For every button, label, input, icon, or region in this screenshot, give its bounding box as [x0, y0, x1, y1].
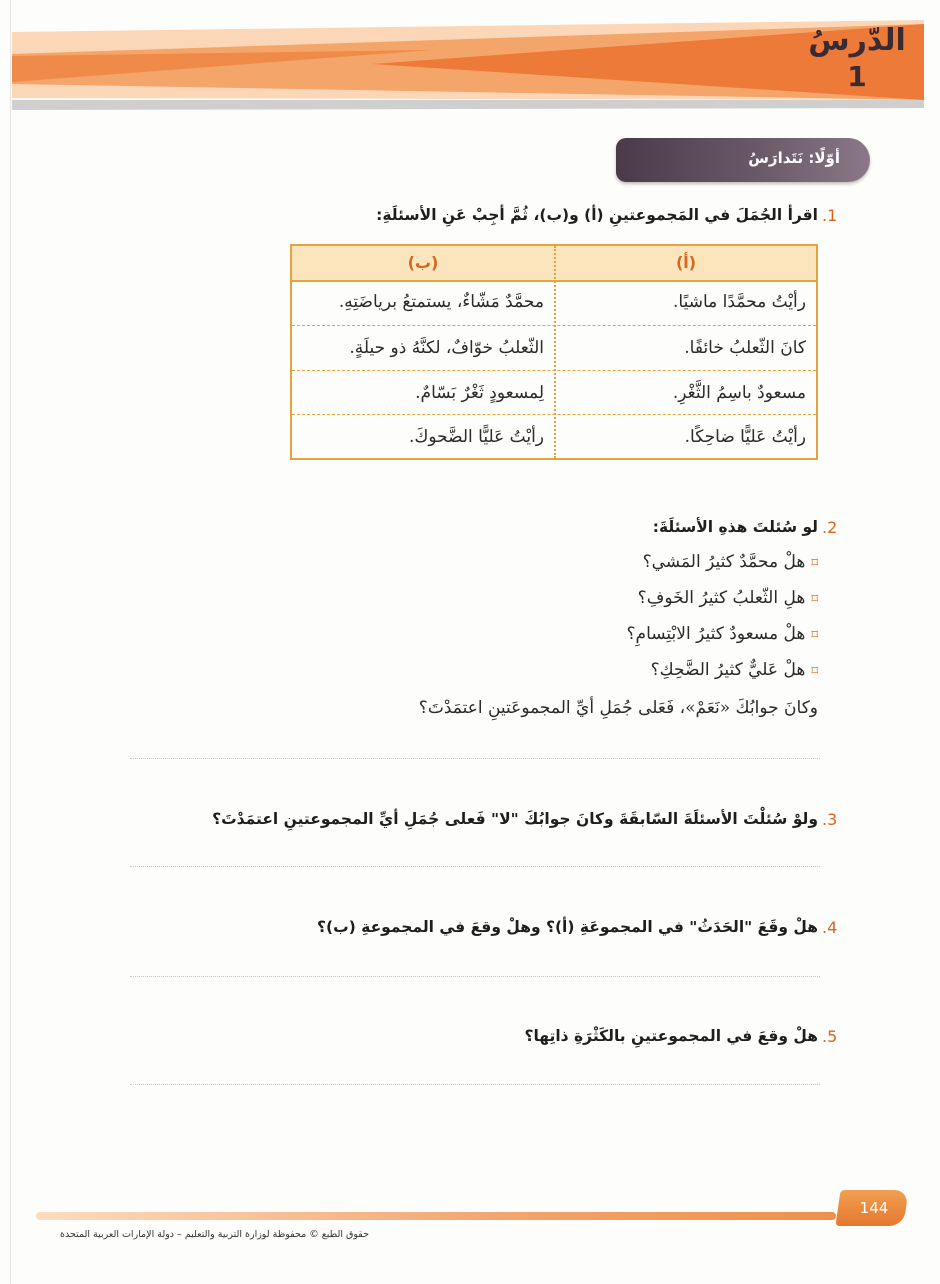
question-2-item-text: هلِ الثّعلبُ كثيرُ الخَوفِ؟: [637, 588, 806, 608]
table-row: [292, 370, 816, 416]
section-tab: [616, 138, 870, 182]
answer-line-q4[interactable]: [130, 976, 820, 977]
question-2-item-text: هلْ عَليٌّ كثيرُ الضَّحِكِ؟: [650, 660, 806, 680]
question-2-item: [651, 660, 818, 680]
sentences-table: [290, 244, 818, 460]
table-row: [292, 414, 816, 460]
lesson-number: 1: [847, 60, 867, 93]
question-5-number: .5: [822, 1027, 838, 1046]
table-cell-b: رأيْتُ عَليًّا الضَّحوكَ.: [408, 427, 544, 447]
bullet-icon: ⌑: [811, 592, 818, 607]
question-4-text: هلْ وقَعَ "الحَدَثُ" في المجموعَةِ (أ)؟ وهلْ وقعَ في المجموعةِ (ب)؟: [317, 918, 818, 936]
question-2-item-text: هلْ محمَّدٌ كثيرُ المَشي؟: [642, 552, 806, 572]
table-cell-b: محمَّدٌ مَشّاءٌ، يستمتعُ برياضَتِهِ.: [338, 292, 544, 312]
question-3-text: ولوْ سُئلْتَ الأسئلَةَ السّابقَةَ وكانَ جوابُكَ "لا" فَعلى جُمَلِ أيِّ المجموعتينِ اعتمَدْتَ؟: [212, 810, 818, 828]
question-2-item-text: هلْ مسعودٌ كثيرُ الابْتِسامِ؟: [626, 624, 806, 644]
answer-line-q3[interactable]: [130, 866, 820, 867]
question-2-item: [643, 552, 818, 572]
header-banner: [12, 20, 924, 110]
question-5-text: هلْ وقعَ في المجموعتينِ بالكَثْرَةِ ذاتِها؟: [524, 1027, 818, 1045]
table-cell-a: مسعودٌ باسِمُ الثَّغْرِ.: [672, 383, 806, 403]
lesson-title: الدّرسُ: [808, 23, 906, 58]
table-header-a: (أ): [675, 253, 697, 272]
question-2-item: [638, 588, 818, 608]
question-1-text: اقرأ الجُمَلَ في المَجموعتينِ (أ) و(ب)، ثُمَّ أجِبْ عَنِ الأسئلَةِ:: [376, 206, 818, 224]
table-cell-a: رأيْتُ عَليًّا ضاحِكًا.: [684, 427, 806, 447]
table-header-b: (ب): [407, 253, 439, 272]
page-edge: [10, 0, 11, 1284]
table-cell-a: كانَ الثّعلبُ خائفًا.: [684, 338, 806, 358]
question-4-number: .4: [822, 918, 838, 937]
bullet-icon: ⌑: [811, 556, 818, 571]
table-row: [292, 280, 816, 325]
banner-shadow: [12, 100, 924, 110]
question-2-followup: وكانَ جوابُكَ «نَعَمْ»، فَعَلى جُمَلِ أيِّ المجموعَتينِ اعتمَدْتَ؟: [418, 698, 818, 718]
table-cell-b: الثّعلبُ خوّافٌ، لكنَّهُ ذو حيلَةٍ.: [349, 338, 544, 358]
footer-bar: [36, 1212, 836, 1220]
page-number: 144: [859, 1199, 889, 1217]
question-2-number: .2: [822, 518, 838, 537]
answer-line-q5[interactable]: [130, 1084, 820, 1085]
question-2-item: [627, 624, 818, 644]
question-2-text: لو سُئلتَ هذهِ الأسئلَةَ:: [652, 518, 818, 536]
section-tab-label: أوّلًا: نَتَدارَسُ: [748, 149, 840, 167]
table-row: [292, 325, 816, 371]
copyright-notice: حقوق الطبع © محفوظة لوزارة التربية والتعليم – دولة الإمارات العربية المتحدة: [60, 1229, 369, 1240]
question-1-number: .1: [822, 206, 838, 225]
answer-line-q2[interactable]: [130, 758, 820, 759]
bullet-icon: ⌑: [811, 664, 818, 679]
table-cell-a: رأيْتُ محمَّدًا ماشيًا.: [673, 292, 806, 312]
question-3-number: .3: [822, 810, 838, 829]
table-cell-b: لِمسعودٍ ثَغْرٌ بَسّامٌ.: [415, 383, 544, 403]
bullet-icon: ⌑: [811, 628, 818, 643]
